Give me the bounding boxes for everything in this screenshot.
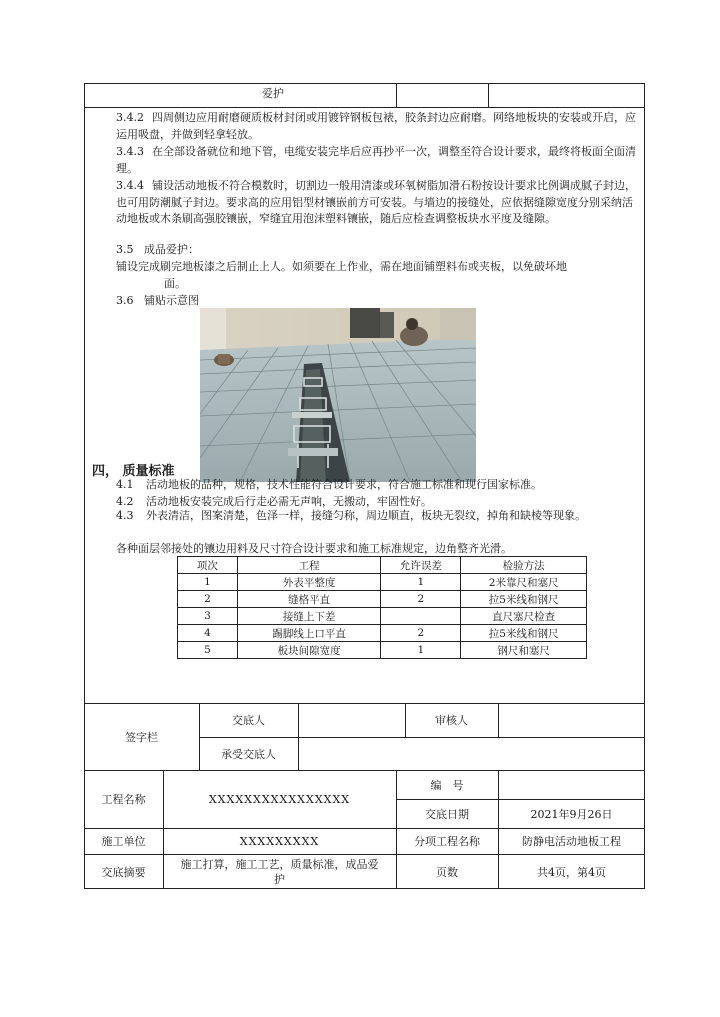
quality-standards-table xyxy=(177,556,587,659)
item-label: 3.4.4 xyxy=(116,179,144,192)
item-3-4-4 xyxy=(116,178,640,228)
number-label: 编 号 xyxy=(430,778,464,792)
table-cell: 2 xyxy=(381,625,461,642)
number-value xyxy=(498,770,645,799)
pages-label: 页数 xyxy=(436,865,458,879)
item-4-1 xyxy=(116,476,542,493)
raised-floor-photo xyxy=(200,308,476,482)
reviewer-label: 审核人 xyxy=(435,714,468,727)
item-text: 活动地板的品种，规格，技术性能符合设计要求，符合施工标准和现行国家标准。 xyxy=(146,478,542,491)
subproject-value: 防静电活动地板工程 xyxy=(522,835,621,848)
sign-label: 签字栏 xyxy=(125,730,158,744)
receiver-signature[interactable] xyxy=(298,737,645,770)
unit-label: 施工单位 xyxy=(101,835,146,848)
table-cell: 2米靠尺和塞尺 xyxy=(461,574,587,591)
project-name-value: XXXXXXXXXXXXXXXX xyxy=(208,792,351,806)
reviewer-signature[interactable] xyxy=(498,703,645,737)
table-header: 允许误差 xyxy=(381,557,461,574)
table-header: 检验方法 xyxy=(461,557,587,574)
project-name-label: 工程名称 xyxy=(101,793,146,806)
item-label: 3.5 xyxy=(116,243,134,256)
item-text: 活动地板安装完成后行走必需无声响，无搬动，牢固性好。 xyxy=(146,495,432,508)
item-text: 外表清洁，图案清楚，色泽一样，接缝匀称，周边顺直，板块无裂纹，掉角和缺棱等现象。 xyxy=(146,509,586,522)
table-cell: 缝格平直 xyxy=(237,591,381,608)
table-row xyxy=(178,608,587,625)
item-text: 铺设活动地板不符合模数时，切割边一般用清漆或环氧树脂加滑石粉按设计要求比例调成腻子封边，也可用防潮腻子封边。要求高的应用铝型材镶嵌前方可安装。与墙边的接缝处，应依据缝隙宽度分别采纳活动地板或木条刷高强胶镶嵌，窄缝宜用泡沫塑料镶嵌，随后应检查调整板块水平度及缝隙。 xyxy=(116,179,636,225)
table-cell: 2 xyxy=(178,591,238,608)
section-4-heading: 四， 质量标准 xyxy=(92,464,175,479)
item-3-6 xyxy=(116,292,199,309)
item-3-5-text-2: 面。 xyxy=(164,277,186,290)
table-row xyxy=(178,591,587,608)
date-value: 2021年9月26日 xyxy=(530,807,613,821)
section-4-note: 各种面层邻接处的镶边用料及尺寸符合设计要求和施工标准规定，边角整齐光滑。 xyxy=(116,542,512,555)
receiver-label: 承受交底人 xyxy=(221,747,276,761)
table-cell: 拉5米线和钢尺 xyxy=(461,625,587,642)
item-4-3 xyxy=(116,508,638,525)
raised-floor-illustration xyxy=(200,308,476,482)
item-text: 四周侧边应用耐磨硬质板材封闭或用镀锌钢板包裱，胶条封边应耐磨。网络地板块的安装或开启，应运用吸盘，并做到轻拿轻放。 xyxy=(116,111,636,141)
table-header-row xyxy=(178,557,587,574)
handover-label: 交底人 xyxy=(232,714,265,727)
table-cell: 1 xyxy=(381,574,461,591)
item-title: 铺贴示意图 xyxy=(144,294,199,307)
table-cell: 1 xyxy=(381,642,461,659)
item-label: 4.3 xyxy=(116,509,134,522)
item-label: 3.4.3 xyxy=(116,145,144,158)
item-3-5 xyxy=(116,241,199,258)
table-cell: 接缝上下差 xyxy=(237,608,381,625)
summary-value: 施工打算，施工工艺，质量标准，成品爱护 xyxy=(180,857,379,886)
pages-value: 共4页，第4页 xyxy=(537,865,606,879)
table-cell: 钢尺和塞尺 xyxy=(461,642,587,659)
table-header: 项次 xyxy=(178,557,238,574)
table-row xyxy=(178,625,587,642)
table-cell: 3 xyxy=(178,608,238,625)
item-label: 3.6 xyxy=(116,294,134,307)
table-row xyxy=(178,642,587,659)
table-cell xyxy=(381,608,461,625)
table-cell: 板块间隙宽度 xyxy=(237,642,381,659)
table-header: 工程 xyxy=(237,557,381,574)
table-cell: 2 xyxy=(381,591,461,608)
date-label: 交底日期 xyxy=(425,807,469,821)
subproject-label: 分项工程名称 xyxy=(414,835,480,848)
table-cell: 4 xyxy=(178,625,238,642)
item-text: 在全部设备就位和地下管，电缆安装完毕后应再抄平一次，调整至符合设计要求，最终将板面全面清理。 xyxy=(116,145,636,175)
top-row-sep-1 xyxy=(396,83,397,107)
item-3-4-2 xyxy=(116,110,640,143)
top-row-divider xyxy=(84,107,645,108)
item-label: 4.1 xyxy=(116,478,134,491)
table-row xyxy=(178,574,587,591)
item-title: 成品爱护： xyxy=(144,243,199,256)
table-cell: 踢脚线上口平直 xyxy=(237,625,381,642)
item-3-5-text-1: 铺设完成刷完地板漆之后制止上人。如须要在上作业，需在地面铺塑料布或夹板，以免破坏地 xyxy=(116,260,567,273)
unit-value: XXXXXXXXX xyxy=(239,834,320,848)
table-cell: 1 xyxy=(178,574,238,591)
item-label: 3.4.2 xyxy=(116,111,144,124)
table-cell: 外表平整度 xyxy=(237,574,381,591)
top-row-text: 爱护 xyxy=(262,87,284,100)
table-cell: 拉5米线和钢尺 xyxy=(461,591,587,608)
top-row-sep-2 xyxy=(488,83,489,107)
table-cell: 直尺塞尺检查 xyxy=(461,608,587,625)
item-label: 4.2 xyxy=(116,495,134,508)
summary-label: 交底摘要 xyxy=(101,865,146,879)
table-cell: 5 xyxy=(178,642,238,659)
handover-signature[interactable] xyxy=(298,703,405,737)
item-3-4-3 xyxy=(116,144,640,177)
